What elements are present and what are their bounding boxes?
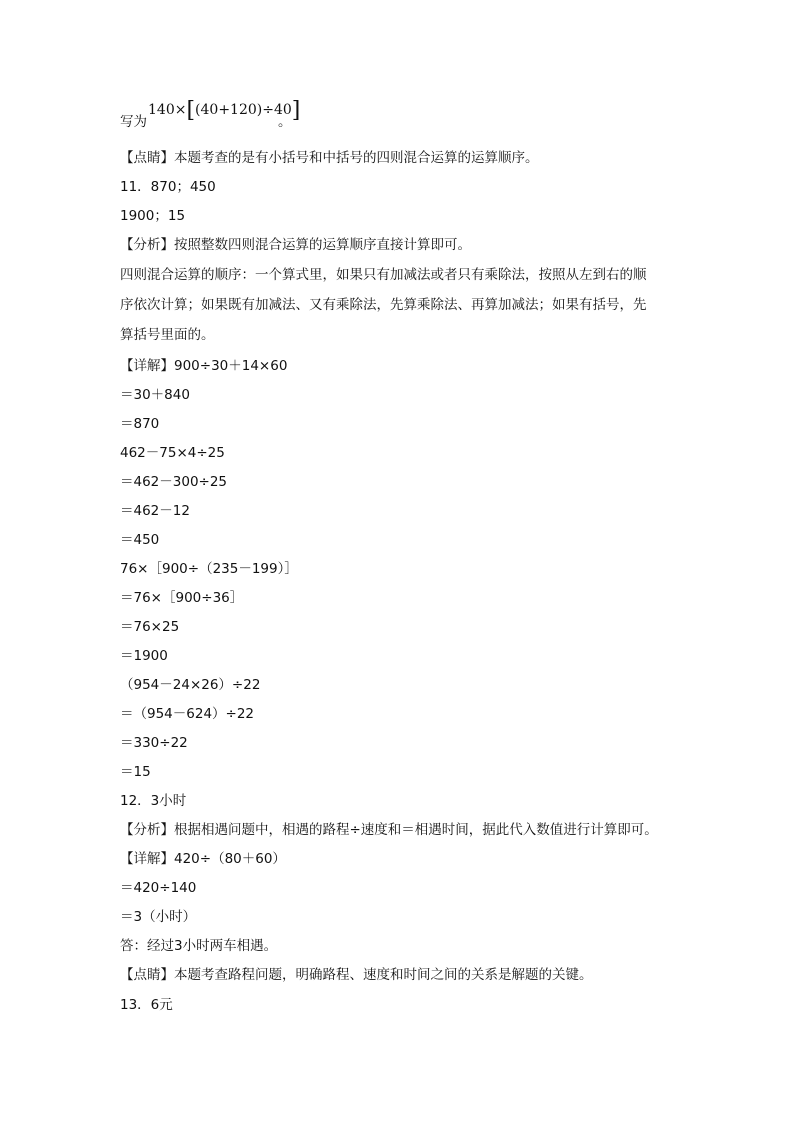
- text-line: 13．6元: [120, 997, 173, 1013]
- text-line: 462－75×4÷25: [120, 445, 225, 461]
- text-line: ＝462－300÷25: [120, 474, 228, 490]
- text-line: ＝76×25: [120, 619, 180, 635]
- text-line: 1900；15: [120, 208, 186, 224]
- formula-prefix: 写为: [120, 114, 147, 130]
- text-line: ＝420÷140: [120, 880, 197, 896]
- text-line: 12．3小时: [120, 793, 187, 809]
- text-line: ＝（954－624）÷22: [120, 706, 255, 722]
- text-line: 【分析】按照整数四则混合运算的运算顺序直接计算即可。: [120, 237, 471, 253]
- text-line: 【分析】根据相遇问题中，相遇的路程÷速度和＝相遇时间，据此代入数值进行计算即可。: [120, 822, 658, 838]
- close-bracket: ]: [291, 98, 301, 123]
- text-line: 算括号里面的。: [120, 327, 215, 343]
- formula-line: [120, 100, 700, 130]
- text-line: 序依次计算；如果既有加减法、又有乘除法，先算乘除法、再算加减法；如果有括号，先: [120, 297, 647, 313]
- text-line: ＝30＋840: [120, 387, 190, 403]
- text-line: 11．870；450: [120, 179, 216, 195]
- open-bracket: [: [186, 98, 196, 123]
- text-line: 【详解】420÷（80＋60）: [120, 851, 286, 867]
- text-line: 答：经过3小时两车相遇。: [120, 938, 278, 954]
- text-line: 四则混合运算的顺序：一个算式里，如果只有加减法或者只有乘除法，按照从左到右的顺: [120, 267, 647, 283]
- text-line: 【点睛】本题考查路程问题，明确路程、速度和时间之间的关系是解题的关键。: [120, 967, 593, 983]
- text-line: ＝3（小时）: [120, 909, 197, 925]
- text-line: 【点睛】本题考查的是有小括号和中括号的四则混合运算的运算顺序。: [120, 150, 539, 166]
- formula-mult: 140×: [148, 102, 187, 118]
- text-line: 【详解】900÷30＋14×60: [120, 358, 288, 374]
- text-line: ＝870: [120, 416, 160, 432]
- formula-inner: (40+120)÷40: [195, 102, 292, 118]
- formula-suffix: 。: [278, 114, 292, 130]
- text-line: （954－24×26）÷22: [120, 677, 261, 693]
- text-line: ＝462－12: [120, 503, 190, 519]
- text-line: ＝1900: [120, 648, 168, 664]
- text-line: ＝330÷22: [120, 735, 188, 751]
- text-line: ＝450: [120, 532, 160, 548]
- text-line: ＝15: [120, 764, 151, 780]
- text-line: 76×［900÷（235－199）］: [120, 561, 298, 577]
- text-line: ＝76×［900÷36］: [120, 590, 244, 606]
